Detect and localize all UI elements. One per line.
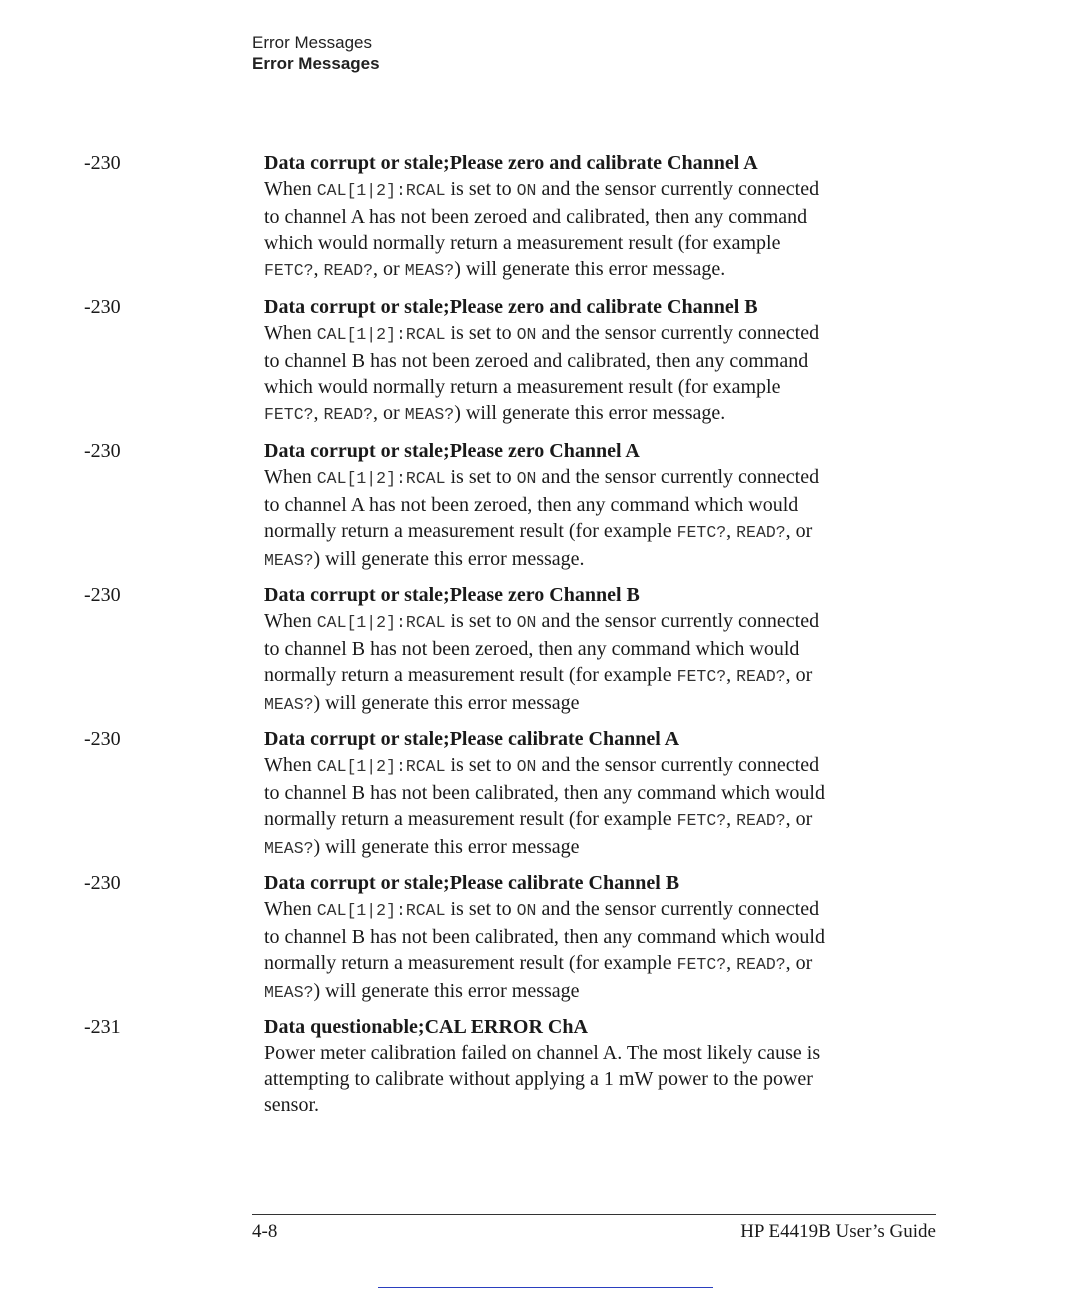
command-code: MEAS? xyxy=(264,695,314,714)
description-text: which would normally return a measurement result (for example xyxy=(264,232,781,254)
description-text: sensor. xyxy=(264,1094,319,1116)
description-text: ) will generate this error message xyxy=(313,692,580,714)
chapter-title: Error Messages xyxy=(252,33,372,52)
command-code: ON xyxy=(516,613,537,632)
description-text: When xyxy=(264,322,317,344)
error-description xyxy=(264,726,934,862)
command-code: MEAS? xyxy=(404,405,455,424)
error-entry xyxy=(0,1014,1080,1132)
error-entry xyxy=(0,870,1080,1014)
command-code: FETC? xyxy=(676,523,727,542)
description-text: When xyxy=(264,754,317,776)
description-text: to channel B has not been zeroed and calibrated, then any command xyxy=(264,350,809,372)
description-text: When xyxy=(264,610,317,632)
error-code: -230 xyxy=(84,152,121,174)
description-line xyxy=(264,636,934,662)
description-text: , or xyxy=(785,952,813,974)
command-code: ON xyxy=(516,325,537,344)
description-line xyxy=(264,230,934,256)
error-code: -230 xyxy=(84,296,121,318)
error-entry xyxy=(0,150,1080,294)
command-code: FETC? xyxy=(264,261,314,280)
guide-title: HP E4419B User’s Guide xyxy=(740,1221,936,1242)
description-text: is set to xyxy=(445,754,517,776)
description-text: is set to xyxy=(445,610,517,632)
command-code: ON xyxy=(516,469,537,488)
command-code: READ? xyxy=(323,405,374,424)
description-text: and the sensor currently connected xyxy=(536,178,820,200)
description-text: ) will generate this error message. xyxy=(454,402,726,424)
command-code: READ? xyxy=(323,261,374,280)
description-text: normally return a measurement result (for example xyxy=(264,808,677,830)
description-line xyxy=(264,1040,934,1066)
error-title: Data corrupt or stale;Please zero Channel B xyxy=(264,584,640,606)
description-line xyxy=(264,950,934,978)
description-line xyxy=(264,546,934,574)
description-text: is set to xyxy=(445,898,517,920)
command-code: MEAS? xyxy=(264,551,314,570)
description-text: When xyxy=(264,178,317,200)
command-code: CAL[1|2]:RCAL xyxy=(316,181,446,200)
description-text: When xyxy=(264,898,317,920)
description-line xyxy=(264,608,934,636)
error-entry xyxy=(0,582,1080,726)
command-code: MEAS? xyxy=(264,839,314,858)
description-text: to channel A has not been zeroed and calibrated, then any command xyxy=(264,206,808,228)
description-line xyxy=(264,834,934,862)
page-header xyxy=(252,32,380,74)
description-line xyxy=(264,374,934,400)
description-text: , xyxy=(726,664,737,686)
command-code: ON xyxy=(516,181,537,200)
description-text: ) will generate this error message xyxy=(313,980,580,1002)
description-text: to channel B has not been calibrated, then any command which would xyxy=(264,782,825,804)
command-code: ON xyxy=(516,901,537,920)
description-text: ) will generate this error message xyxy=(313,836,580,858)
error-title: Data corrupt or stale;Please calibrate Channel B xyxy=(264,872,680,894)
description-text: and the sensor currently connected xyxy=(536,466,820,488)
description-line xyxy=(264,1066,934,1092)
description-text: is set to xyxy=(445,466,517,488)
command-code: FETC? xyxy=(676,811,727,830)
description-text: , or xyxy=(785,520,813,542)
description-line xyxy=(264,400,934,428)
description-line xyxy=(264,492,934,518)
command-code: FETC? xyxy=(676,955,727,974)
description-text: normally return a measurement result (for example xyxy=(264,520,677,542)
description-text: When xyxy=(264,466,317,488)
description-text: Power meter calibration failed on channel A. The most likely cause is xyxy=(264,1042,821,1064)
command-code: ON xyxy=(516,757,537,776)
command-code: READ? xyxy=(736,811,786,830)
command-code: CAL[1|2]:RCAL xyxy=(316,325,446,344)
description-text: , or xyxy=(785,808,813,830)
description-text: , or xyxy=(373,258,405,280)
description-line xyxy=(264,806,934,834)
command-code: MEAS? xyxy=(404,261,455,280)
error-entry xyxy=(0,294,1080,438)
error-code: -230 xyxy=(84,440,121,462)
command-code: CAL[1|2]:RCAL xyxy=(316,901,446,920)
error-description xyxy=(264,294,934,428)
description-line xyxy=(264,690,934,718)
command-code: CAL[1|2]:RCAL xyxy=(316,757,446,776)
description-text: to channel B has not been calibrated, then any command which would xyxy=(264,926,825,948)
description-line xyxy=(264,320,934,348)
error-code: -231 xyxy=(84,1016,121,1038)
error-code: -230 xyxy=(84,728,121,750)
description-text: to channel A has not been zeroed, then any command which would xyxy=(264,494,799,516)
description-text: ) will generate this error message. xyxy=(313,548,585,570)
description-line xyxy=(264,924,934,950)
command-code: READ? xyxy=(736,523,786,542)
description-line xyxy=(264,1092,934,1118)
description-text: , xyxy=(313,402,324,424)
description-text: to channel B has not been zeroed, then any command which would xyxy=(264,638,800,660)
page-number: 4-8 xyxy=(252,1221,278,1242)
command-code: READ? xyxy=(736,667,786,686)
command-code: FETC? xyxy=(264,405,314,424)
description-line xyxy=(264,176,934,204)
description-text: and the sensor currently connected xyxy=(536,610,820,632)
description-line xyxy=(264,204,934,230)
command-code: FETC? xyxy=(676,667,727,686)
description-text: , or xyxy=(785,664,813,686)
error-entry xyxy=(0,438,1080,582)
description-text: and the sensor currently connected xyxy=(536,322,820,344)
error-title: Data corrupt or stale;Please zero and calibrate Channel B xyxy=(264,296,758,318)
error-description xyxy=(264,438,934,574)
description-text: ) will generate this error message. xyxy=(454,258,726,280)
description-text: , or xyxy=(373,402,405,424)
description-text: , xyxy=(313,258,324,280)
description-text: is set to xyxy=(445,322,517,344)
description-line xyxy=(264,978,934,1006)
error-title: Data corrupt or stale;Please calibrate Channel A xyxy=(264,728,680,750)
description-line xyxy=(264,464,934,492)
bottom-link-line xyxy=(378,1287,713,1288)
error-description xyxy=(264,870,934,1006)
description-text: and the sensor currently connected xyxy=(536,754,820,776)
error-description xyxy=(264,1014,934,1118)
command-code: CAL[1|2]:RCAL xyxy=(316,469,446,488)
description-line xyxy=(264,256,934,284)
error-entry xyxy=(0,726,1080,870)
error-code: -230 xyxy=(84,584,121,606)
error-description xyxy=(264,150,934,284)
description-text: normally return a measurement result (for example xyxy=(264,952,677,974)
error-code: -230 xyxy=(84,872,121,894)
description-text: , xyxy=(726,520,737,542)
description-line xyxy=(264,348,934,374)
error-title: Data corrupt or stale;Please zero Channel A xyxy=(264,440,640,462)
description-line xyxy=(264,896,934,924)
description-text: , xyxy=(726,808,737,830)
error-message-list xyxy=(0,150,1080,1132)
footer-divider xyxy=(252,1214,936,1215)
description-text: normally return a measurement result (for example xyxy=(264,664,677,686)
description-line xyxy=(264,780,934,806)
description-text: , xyxy=(726,952,737,974)
description-text: attempting to calibrate without applying a 1 mW power to the power xyxy=(264,1068,813,1090)
description-text: is set to xyxy=(445,178,517,200)
error-description xyxy=(264,582,934,718)
description-text: and the sensor currently connected xyxy=(536,898,820,920)
command-code: MEAS? xyxy=(264,983,314,1002)
description-text: which would normally return a measurement result (for example xyxy=(264,376,781,398)
error-title: Data corrupt or stale;Please zero and calibrate Channel A xyxy=(264,152,758,174)
error-title: Data questionable;CAL ERROR ChA xyxy=(264,1016,588,1038)
description-line xyxy=(264,752,934,780)
description-line xyxy=(264,518,934,546)
command-code: CAL[1|2]:RCAL xyxy=(316,613,446,632)
section-title: Error Messages xyxy=(252,54,380,73)
description-line xyxy=(264,662,934,690)
command-code: READ? xyxy=(736,955,786,974)
